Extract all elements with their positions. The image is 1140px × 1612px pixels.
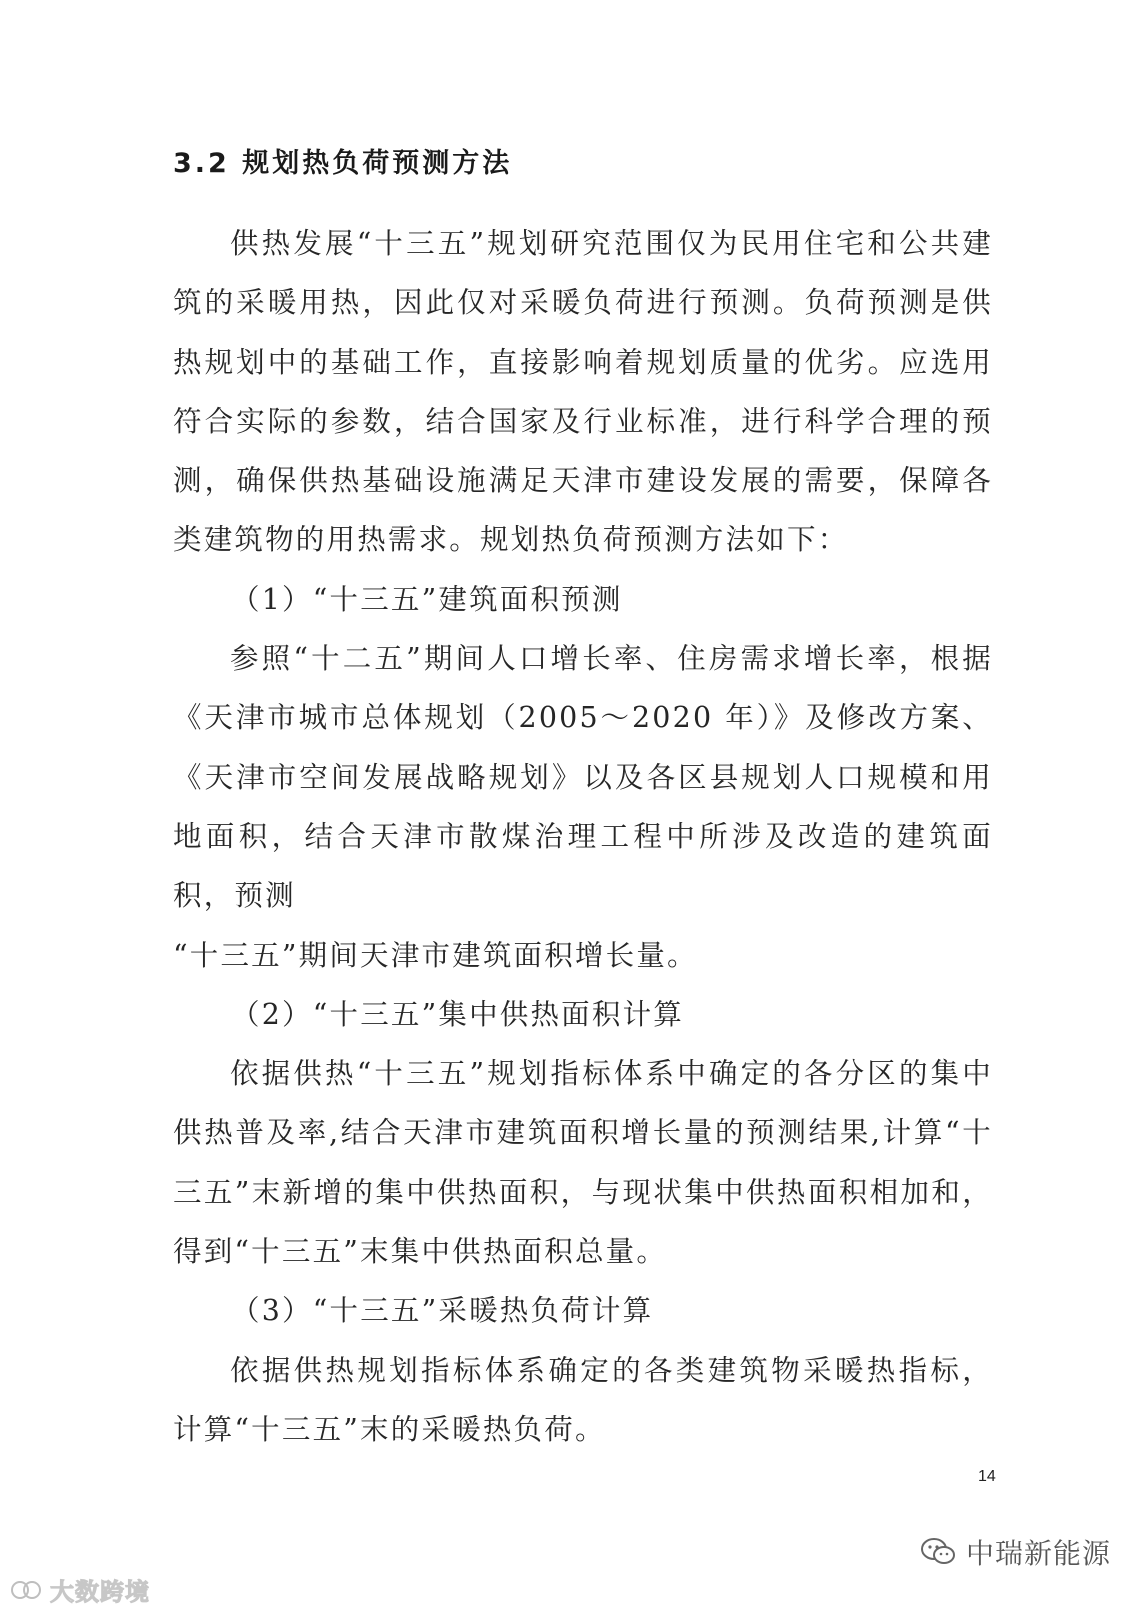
subsection-2-body: 依据供热“十三五”规划指标体系中确定的各分区的集中供热普及率,结合天津市建筑面积增长量的预测结果,计算“十三五”末新增的集中供热面积，与现状集中供热面积相加和，得到“十三五”末集中供热面积总量。 [173,1057,993,1269]
page-number: 14 [978,1468,996,1485]
left-watermark-text: 大数跨境 [50,1578,150,1606]
right-watermark-text: 中瑞新能源 [966,1537,1112,1570]
subsection-3-body: 依据供热规划指标体系确定的各类建筑物采暖热指标，计算“十三五”末的采暖热负荷。 [173,1353,993,1446]
subsection-1-body-last: “十三五”期间天津市建筑面积增长量。 [173,938,698,972]
intro-paragraph: 供热发展“十三五”规划研究范围仅为民用住宅和公共建筑的采暖用热，因此仅对采暖负荷进行预测。负荷预测是供热规划中的基础工作，直接影响着规划质量的优劣。应选用符合实际的参数，结合国家及行业标准，进行科学合理的预测，确保供热基础设施满足天津市建设发展的需要，保障各类建筑物的用热需求。规划热负荷预测方法如下： [173,227,993,557]
section-heading: 3.2 规划热负荷预测方法 [173,148,513,179]
wechat-icon [920,1536,956,1568]
left-watermark [10,1572,150,1607]
logo-icon [10,1578,44,1602]
subsection-3-title: （3）“十三五”采暖热负荷计算 [231,1294,654,1328]
right-watermark [920,1532,1111,1572]
subsection-1-title: （1）“十三五”建筑面积预测 [231,582,623,616]
subsection-2-title: （2）“十三五”集中供热面积计算 [231,997,684,1031]
page-content [173,140,993,1459]
subsection-1-body: 参照“十二五”期间人口增长率、住房需求增长率，根据《天津市城市总体规划（2005～2020 年）》及修改方案、《天津市空间发展战略规划》以及各区县规划人口规模和用地面积，结合天津市散煤治理工程中所涉及改造的建筑面积，预测 [173,642,993,913]
